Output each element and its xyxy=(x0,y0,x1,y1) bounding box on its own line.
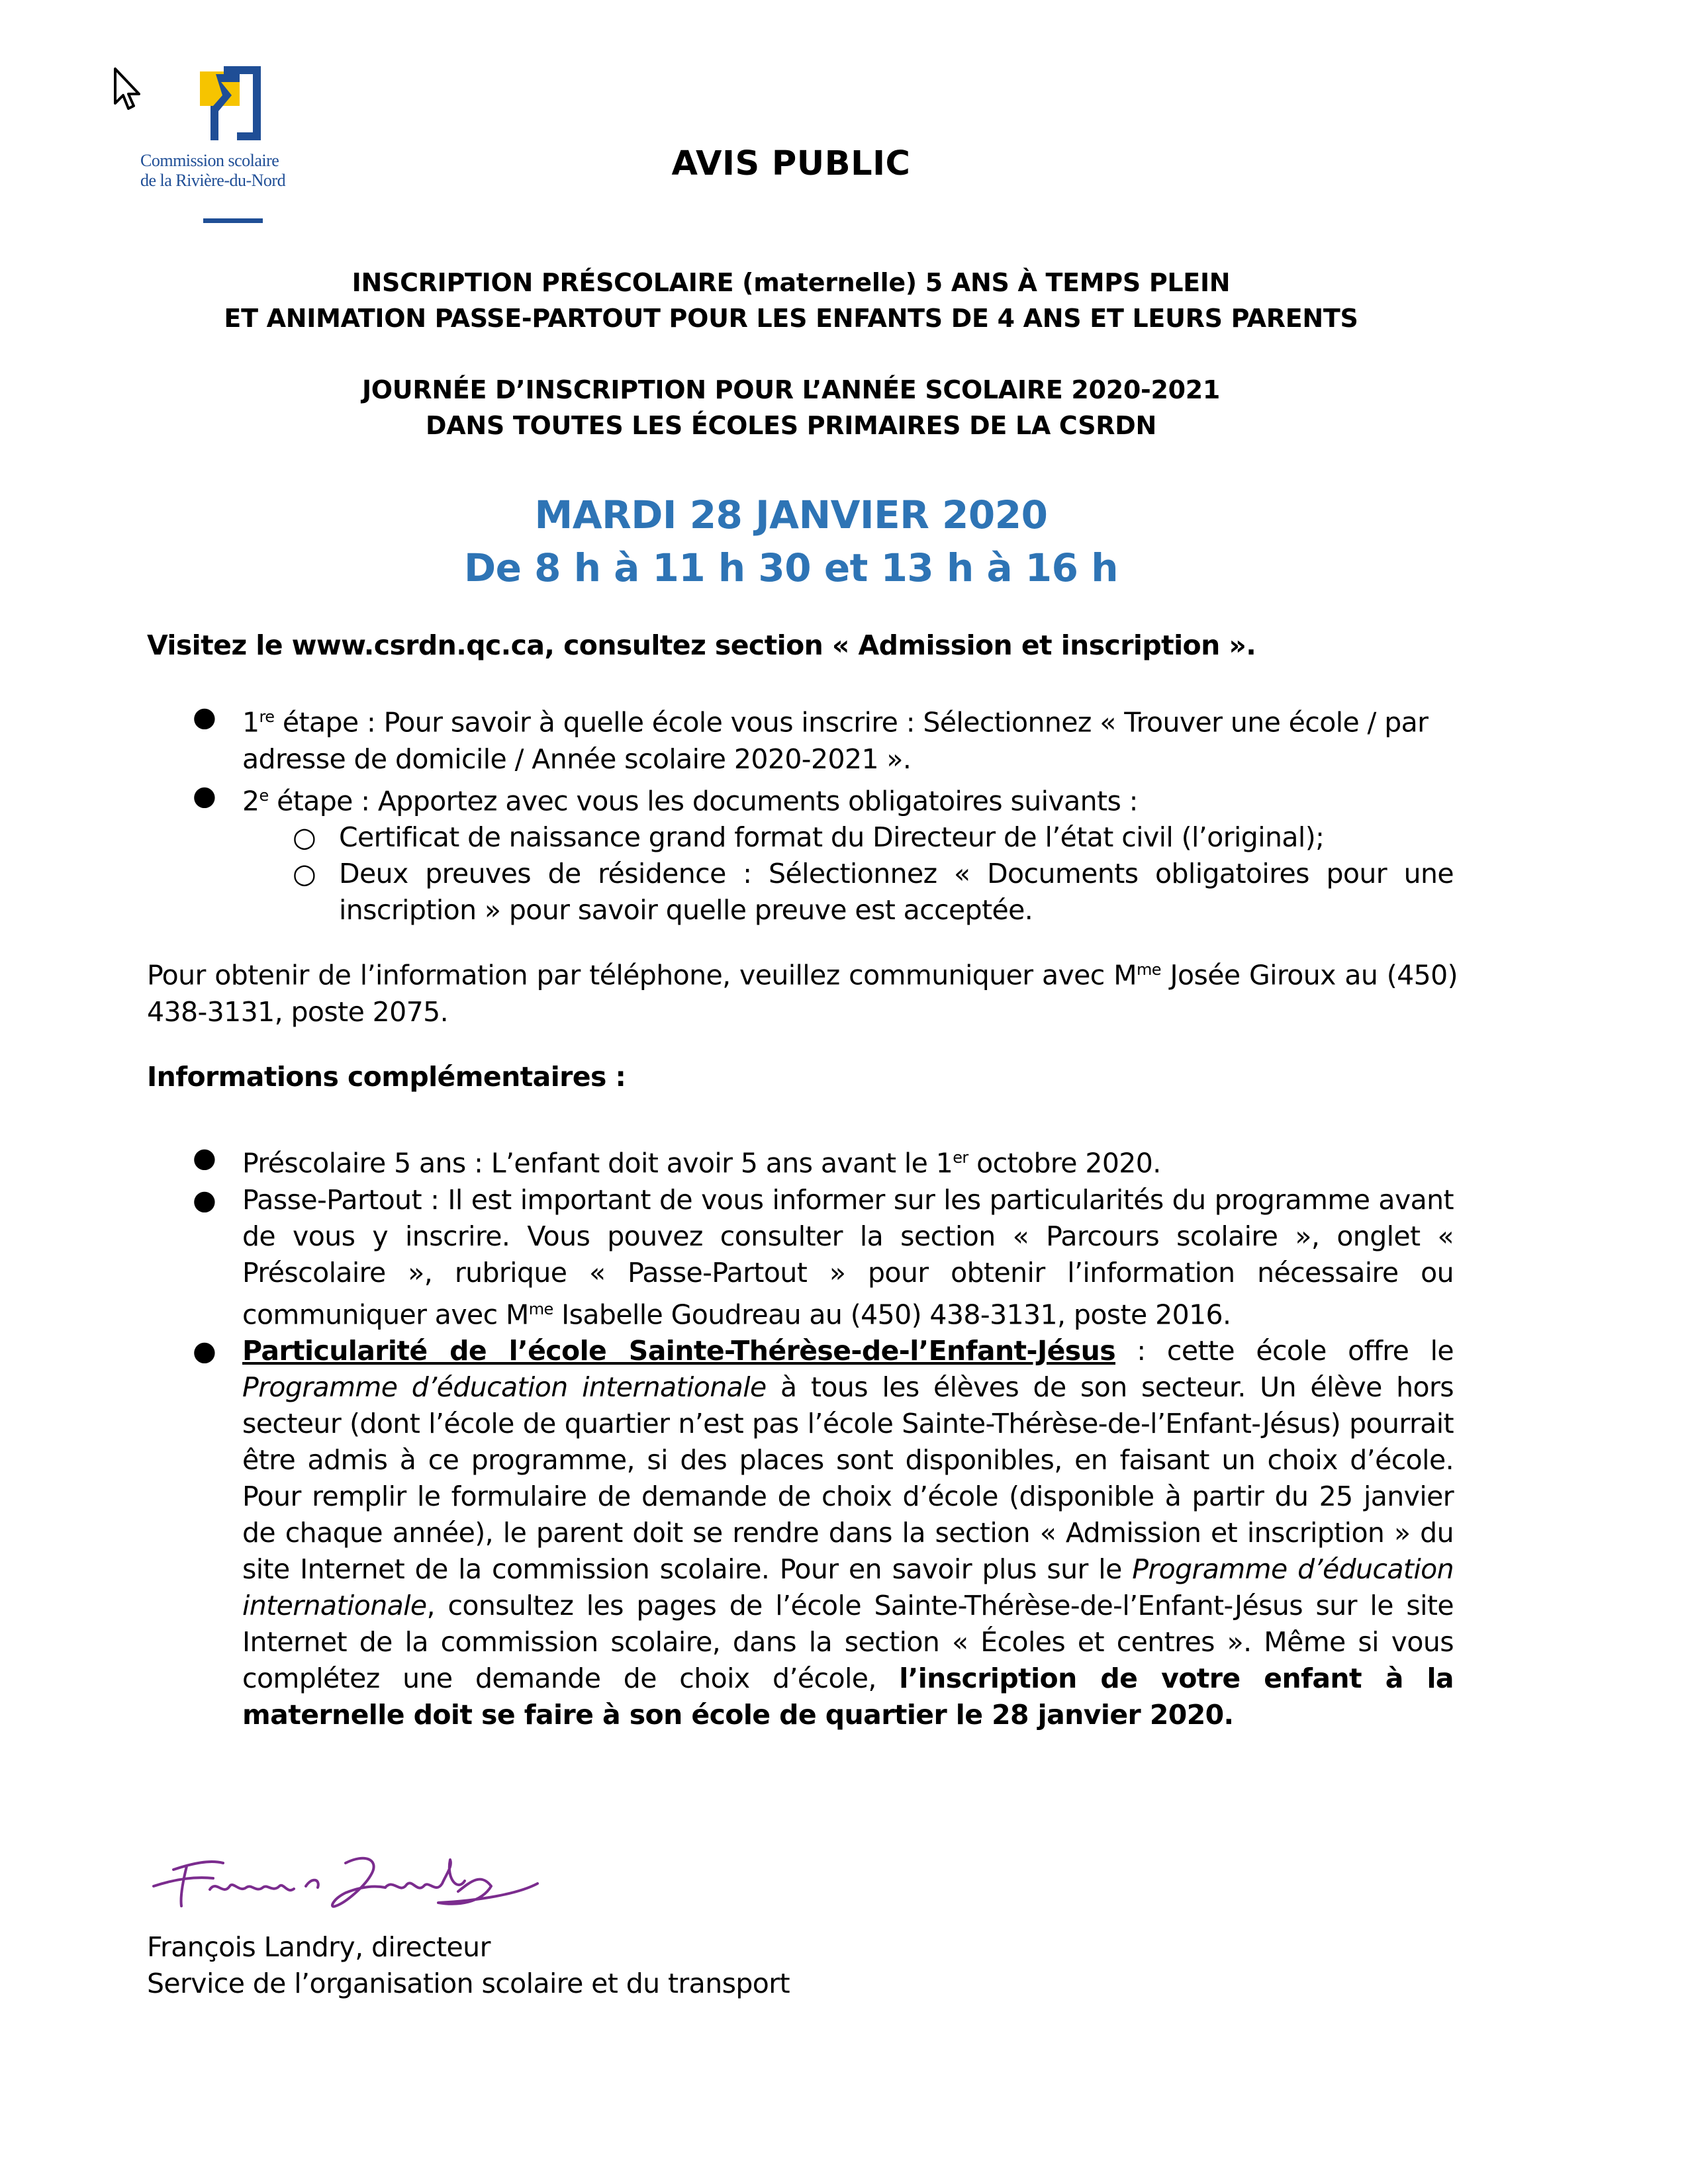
list-item xyxy=(193,699,1454,778)
circle-bullet-icon: ○ xyxy=(293,858,316,890)
item-text: , consultez les pages de l’école Sainte-Thérèse-de-l’Enfant-Jésus sur le site Internet de la commission scolaire, dans la section « Écoles et centres ». Même si vous complétez une demande de choix d’école, xyxy=(242,1590,1454,1695)
important-note: l’inscription de votre enfant à la maternelle doit se faire à son école de quartier le 28 janvier 2020. xyxy=(242,1662,1454,1731)
steps-list xyxy=(193,699,1454,929)
handwritten-signature xyxy=(147,1840,544,1919)
list-item xyxy=(293,819,1454,856)
signature-block xyxy=(147,1929,1206,2002)
heading-registration-day xyxy=(0,372,1582,443)
school-name: Particularité de l’école Sainte-Thérèse-de-l’Enfant-Jésus xyxy=(242,1335,1116,1367)
complementary-heading: Informations complémentaires : xyxy=(147,1061,626,1093)
notice-title: AVIS PUBLIC xyxy=(671,144,911,183)
signer-service: Service de l’organisation scolaire et du transport xyxy=(147,1968,790,1999)
signer-name-title: François Landry, directeur xyxy=(147,1931,491,1963)
list-item xyxy=(193,1333,1454,1733)
bullet-icon: ● xyxy=(193,779,216,811)
heading-line: INSCRIPTION PRÉSCOLAIRE (maternelle) 5 ANS À TEMPS PLEIN xyxy=(352,268,1231,297)
list-item xyxy=(193,1182,1454,1334)
heading-line: ET ANIMATION PASSE-PARTOUT POUR LES ENFANTS DE 4 ANS ET LEURS PARENTS xyxy=(224,304,1358,333)
step-number: 1 xyxy=(242,706,259,739)
event-date: MARDI 28 JANVIER 2020 xyxy=(534,492,1048,537)
step-ordinal: e xyxy=(259,786,269,805)
step-text: étape : Apportez avec vous les documents obligatoires suivants : xyxy=(268,785,1138,817)
heading-line: DANS TOUTES LES ÉCOLES PRIMAIRES DE LA CSRDN xyxy=(426,411,1156,440)
item-text: octobre 2020. xyxy=(968,1147,1161,1179)
list-item xyxy=(293,856,1454,929)
complementary-list xyxy=(193,1140,1454,1733)
list-item xyxy=(193,778,1454,929)
program-name: Programme d’éducation internationale xyxy=(242,1553,1454,1622)
ordinal: er xyxy=(953,1148,968,1167)
title-abbrev: me xyxy=(1137,960,1161,979)
step-number: 2 xyxy=(242,785,259,817)
document-text: Deux preuves de résidence : Sélectionnez « Documents obligatoires pour une inscription » pour savoir quelle preuve est acceptée. xyxy=(339,858,1454,927)
document-text: Certificat de naissance grand format du Directeur de l’état civil (l’original); xyxy=(339,821,1325,854)
phone-info-text: Pour obtenir de l’information par téléphone, veuillez communiquer avec M xyxy=(147,959,1137,991)
logo-line-1: Commission scolaire xyxy=(140,151,279,170)
logo-mark-icon xyxy=(200,66,263,143)
item-text: : cette école offre le xyxy=(1115,1335,1454,1367)
phone-info xyxy=(147,952,1458,1030)
item-text: Isabelle Goudreau au (450) 438-3131, poste 2016. xyxy=(553,1298,1231,1331)
phone-info-text: Josée Giroux au (450) 438-3131, poste 2075. xyxy=(147,959,1458,1028)
visit-website-line: Visitez le www.csrdn.qc.ca, consultez section « Admission et inscription ». xyxy=(147,629,1256,661)
heading-line: JOURNÉE D’INSCRIPTION POUR L’ANNÉE SCOLAIRE 2020-2021 xyxy=(361,375,1221,404)
item-text: à tous les élèves de son secteur. Un élève hors secteur (dont l’école de quartier n’est pas l’école Sainte-Thérèse-de-l’Enfant-Jésus) pourrait être admis à ce programme, si des places sont disponibles, en faisant un choix d’école. Pour remplir le formulaire de demande de choix d’école (disponible à partir du 25 janvier de chaque année), le parent doit se rendre dans la section « Admission et inscription » du site Internet de la commission scolaire. Pour en savoir plus sur le xyxy=(242,1371,1454,1586)
event-hours: De 8 h à 11 h 30 et 13 h à 16 h xyxy=(463,545,1118,590)
event-date-block xyxy=(0,488,1582,594)
step-ordinal: re xyxy=(259,707,275,726)
circle-bullet-icon: ○ xyxy=(293,821,316,854)
heading-registration xyxy=(0,265,1582,336)
item-text: Préscolaire 5 ans : L’enfant doit avoir 5 ans avant le 1 xyxy=(242,1147,953,1179)
bullet-icon: ● xyxy=(193,1183,216,1216)
program-name: Programme d’éducation internationale xyxy=(242,1371,767,1404)
logo-underline xyxy=(203,218,263,223)
title-abbrev: me xyxy=(528,1299,553,1318)
step-text: étape : Pour savoir à quelle école vous inscrire : Sélectionnez « Trouver une école / par adresse de domicile / Année scolaire 2020-2021 ». xyxy=(242,706,1429,775)
bullet-icon: ● xyxy=(193,1142,216,1173)
list-item xyxy=(193,1140,1454,1182)
logo-line-2: de la Rivière-du-Nord xyxy=(140,171,286,190)
item-text: Passe-Partout : Il est important de vous informer sur les particularités du programme avant de vous y inscrire. Vous pouvez consulter la section « Parcours scolaire », onglet « Préscolaire », rubrique « Passe-Partout » pour obtenir l’information nécessaire ou communiquer avec M xyxy=(242,1183,1454,1331)
bullet-icon: ● xyxy=(193,1335,216,1367)
documents-list xyxy=(293,819,1454,929)
bullet-icon: ● xyxy=(193,701,216,733)
